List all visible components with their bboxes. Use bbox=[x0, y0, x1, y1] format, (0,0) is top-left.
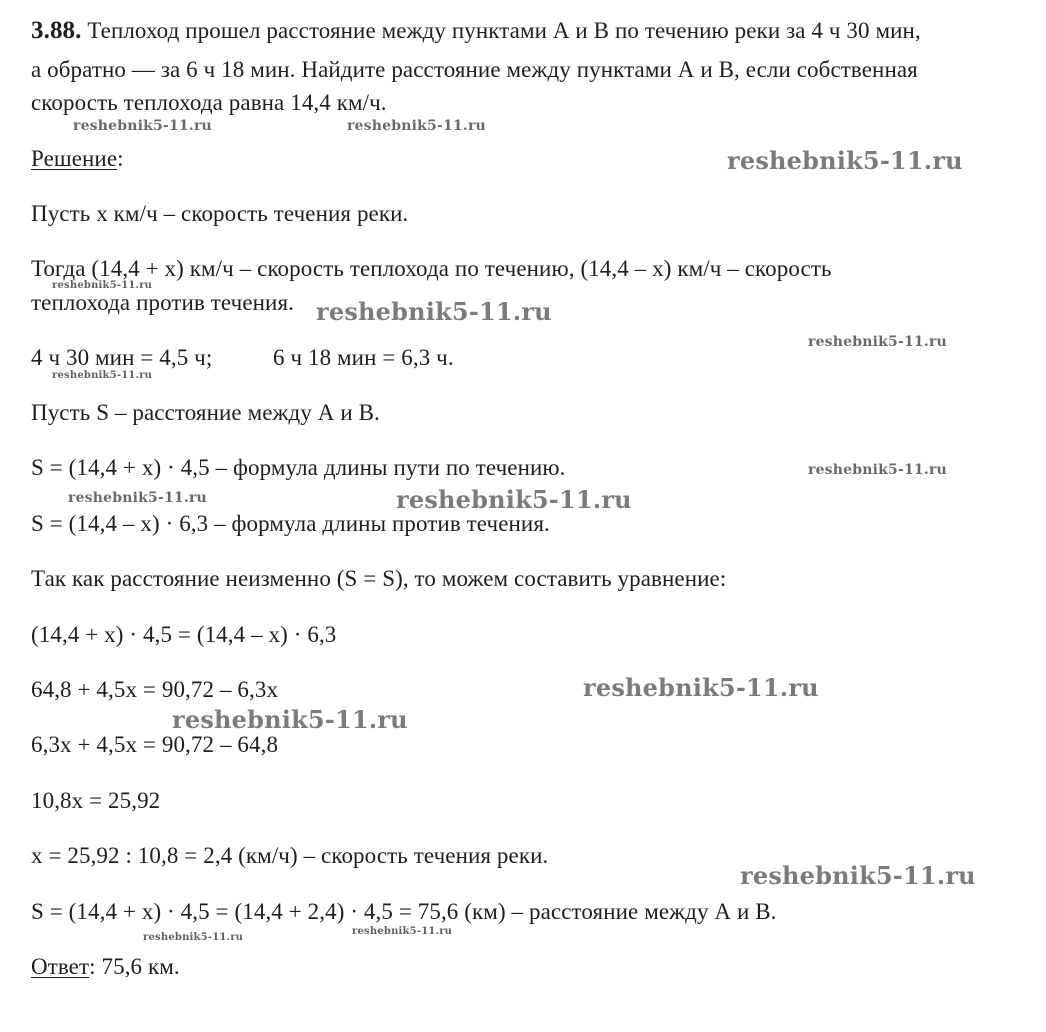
watermark: reshebnik5-11.ru bbox=[808, 462, 947, 478]
watermark: reshebnik5-11.ru bbox=[52, 280, 153, 291]
solution-line: S = (14,4 – х) · 6,3 – формула длины против течения. bbox=[31, 511, 550, 536]
watermark: reshebnik5-11.ru bbox=[143, 932, 244, 943]
watermark: reshebnik5-11.ru bbox=[808, 334, 947, 350]
problem-number: 3.88. bbox=[31, 17, 82, 44]
answer-line bbox=[31, 953, 180, 981]
problem-line-3: скорость теплохода равна 14,4 км/ч. bbox=[31, 90, 387, 115]
watermark: reshebnik5-11.ru bbox=[396, 485, 632, 514]
watermark: reshebnik5-11.ru bbox=[347, 118, 486, 134]
watermark: reshebnik5-11.ru bbox=[172, 705, 408, 734]
solution-line: х = 25,92 : 10,8 = 2,4 (км/ч) – скорость течения реки. bbox=[31, 843, 549, 868]
answer-value: : 75,6 км. bbox=[89, 954, 180, 979]
solution-line: (14,4 + х) · 4,5 = (14,4 – х) · 6,3 bbox=[31, 622, 337, 647]
solution-line: S = (14,4 + х) · 4,5 = (14,4 + 2,4) · 4,5 = 75,6 (км) – расстояние между А и В. bbox=[31, 899, 777, 924]
solution-heading-colon: : bbox=[117, 146, 124, 171]
solution-line: S = (14,4 + х) · 4,5 – формула длины пути по течению. bbox=[31, 455, 566, 480]
watermark: reshebnik5-11.ru bbox=[727, 146, 963, 175]
answer-label: Ответ bbox=[31, 954, 90, 979]
solution-line: 6,3х + 4,5х = 90,72 – 64,8 bbox=[31, 732, 279, 757]
solution-line: теплохода против течения. bbox=[31, 290, 294, 315]
solution-line: 10,8х = 25,92 bbox=[31, 788, 161, 813]
solution-line: 4 ч 30 мин = 4,5 ч; bbox=[31, 345, 213, 370]
watermark: reshebnik5-11.ru bbox=[52, 370, 153, 381]
solution-line: Так как расстояние неизменно (S = S), то можем составить уравнение: bbox=[31, 566, 727, 591]
watermark: reshebnik5-11.ru bbox=[316, 297, 552, 326]
solution-line: Тогда (14,4 + х) км/ч – скорость теплохода по течению, (14,4 – х) км/ч – скорость bbox=[31, 256, 832, 281]
solution-line: 64,8 + 4,5х = 90,72 – 6,3х bbox=[31, 677, 279, 702]
solution-heading-label: Решение bbox=[31, 146, 118, 171]
problem-text-1: Теплоход прошел расстояние между пунктами А и В по течению реки за 4 ч 30 мин, bbox=[87, 18, 921, 43]
watermark: reshebnik5-11.ru bbox=[73, 118, 212, 134]
watermark: reshebnik5-11.ru bbox=[352, 926, 453, 937]
watermark: reshebnik5-11.ru bbox=[68, 490, 207, 506]
problem-line-2: а обратно — за 6 ч 18 мин. Найдите расстояние между пунктами А и В, если собственная bbox=[31, 57, 918, 82]
watermark: reshebnik5-11.ru bbox=[583, 673, 819, 702]
watermark: reshebnik5-11.ru bbox=[740, 861, 976, 890]
solution-line: 6 ч 18 мин = 6,3 ч. bbox=[273, 345, 454, 370]
solution-heading bbox=[31, 145, 124, 173]
problem-line-1 bbox=[31, 17, 921, 45]
solution-line: Пусть S – расстояние между А и В. bbox=[31, 400, 380, 425]
solution-line: Пусть х км/ч – скорость течения реки. bbox=[31, 201, 409, 226]
